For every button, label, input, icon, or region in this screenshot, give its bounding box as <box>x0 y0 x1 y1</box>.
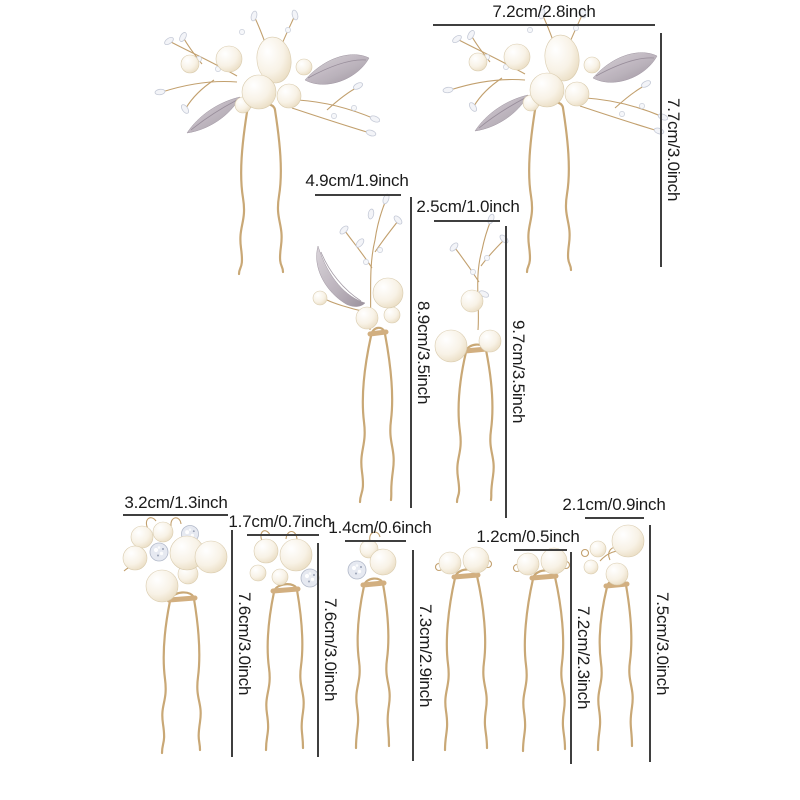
height-line-mid-left <box>410 197 412 508</box>
width-line-mid-left <box>315 194 401 196</box>
hairpin-bottom-4 <box>436 547 492 750</box>
height-line-top-right <box>660 33 662 267</box>
height-label-b2: 7.6cm/3.0inch <box>321 598 340 702</box>
height-line-b2 <box>317 543 319 757</box>
height-label-b5: 7.2cm/2.3inch <box>574 606 593 710</box>
width-label-mid-left: 4.9cm/1.9inch <box>305 171 409 190</box>
height-label-mid-right: 9.7cm/3.5inch <box>509 320 528 424</box>
width-label-b6: 2.1cm/0.9inch <box>562 495 666 514</box>
width-label-b3: 1.4cm/0.6inch <box>328 518 432 537</box>
width-label-top-right: 7.2cm/2.8inch <box>492 2 596 21</box>
hairpin-bottom-3 <box>348 532 396 748</box>
width-line-b1 <box>123 514 228 516</box>
width-label-b1: 3.2cm/1.3inch <box>124 493 228 512</box>
width-line-mid-right <box>434 220 500 222</box>
height-label-b3: 7.3cm/2.9inch <box>416 603 435 708</box>
hairpin-top-left <box>155 9 381 274</box>
width-line-b6 <box>585 517 644 519</box>
height-label-mid-left: 8.9cm/3.5inch <box>414 300 433 405</box>
hairpin-mid-left <box>313 193 403 502</box>
height-line-b6 <box>649 525 651 762</box>
hairpin-top-right <box>443 7 669 272</box>
height-label-b1: 7.6cm/3.0inch <box>235 591 254 696</box>
height-label-top-right: 7.7cm/3.0inch <box>664 98 683 202</box>
width-line-b3 <box>345 540 406 542</box>
height-label-b6: 7.5cm/3.0inch <box>653 591 672 696</box>
height-line-mid-right <box>505 226 507 518</box>
width-line-b5 <box>514 549 567 551</box>
height-line-b1 <box>231 530 233 757</box>
hairpin-bottom-1 <box>123 518 227 753</box>
hairpin-mid-right <box>435 213 509 502</box>
height-line-b3 <box>412 550 414 761</box>
hairpin-bottom-5 <box>514 548 570 751</box>
width-label-mid-right: 2.5cm/1.0inch <box>416 197 520 216</box>
width-label-b2: 1.7cm/0.7inch <box>228 512 332 531</box>
height-line-b5 <box>570 552 572 764</box>
hairpin-bottom-2 <box>250 531 319 750</box>
width-label-b5: 1.2cm/0.5inch <box>476 527 580 546</box>
width-line-b2 <box>247 534 319 536</box>
width-line-top-right <box>433 24 655 26</box>
